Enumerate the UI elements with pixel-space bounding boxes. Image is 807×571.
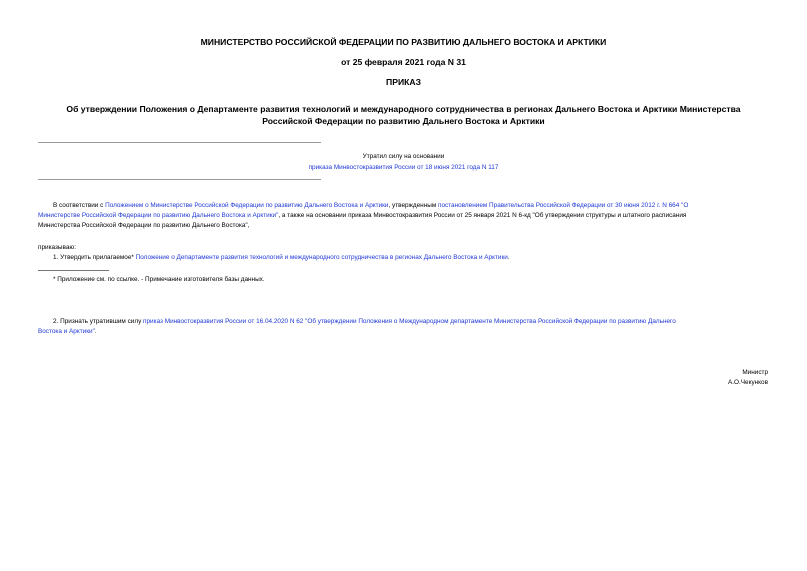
footnote-text: * Приложение см. по ссылке. - Примечание изготовителя базы данных.	[53, 276, 265, 283]
order-date: от 25 февраля 2021 года N 31	[341, 57, 466, 67]
preamble-text: , утвержденным	[388, 202, 438, 209]
item-text: .	[507, 254, 510, 261]
government-decree-link[interactable]: постановлением Правительства Российской Федерации от 30 июня 2012 г. N 664 "О	[437, 202, 689, 209]
preamble-line-1	[53, 201, 769, 211]
order-word: приказываю:	[38, 244, 76, 251]
preamble-line-2	[38, 211, 769, 221]
status-top-rule	[38, 142, 321, 143]
order-item-2-continued	[38, 327, 769, 337]
repeal-order-link[interactable]: приказа Минвостокразвития России от 18 июня 2021 года N 117	[308, 164, 499, 171]
signature-role: Министр	[742, 369, 768, 376]
item-text: 2. Признать утратившим силу	[53, 318, 144, 325]
signature-name: А.О.Чекунков	[727, 379, 768, 386]
status-bottom-rule	[38, 179, 321, 180]
order-item-2	[53, 317, 769, 327]
footnote-rule	[38, 270, 109, 271]
preamble-text: В соответствии с	[53, 202, 106, 209]
document-title-line-2: Российской Федерации по развитию Дальнего Востока и Арктики	[262, 116, 545, 126]
department-regulation-link[interactable]: Положение о Департаменте развития технологий и международного сотрудничества в регионах Дальнего Востока и Арктики	[135, 254, 508, 261]
item-text: 1. Утвердить прилагаемое*	[53, 254, 136, 261]
preamble-line-3: Министерства Российской Федерации по развитию Дальнего Востока",	[38, 222, 250, 229]
status-repealed-text: Утратил силу на основании	[362, 153, 445, 160]
regulation-link[interactable]: Положением о Министерстве Российской Федерации по развитию Дальнего Востока и Арктики	[105, 202, 389, 209]
status-repeal-link-wrap	[0, 163, 807, 173]
repealed-order-link-continued[interactable]: Востока и Арктики"	[38, 328, 95, 335]
preamble-text: , а также на основании приказа Минвостокразвития России от 25 января 2021 N 6-кд "Об утверждении структуры и штатного расписания	[278, 212, 687, 219]
order-item-1	[53, 253, 769, 263]
government-decree-link-continued[interactable]: Министерстве Российской Федерации по развитию Дальнего Востока и Арктики"	[38, 212, 279, 219]
item-text: .	[94, 328, 97, 335]
document-type: ПРИКАЗ	[386, 77, 421, 87]
document-title-line-1: Об утверждении Положения о Департаменте развития технологий и международного сотрудничества в регионах Дальнего Востока и Арктики Министерства	[66, 104, 741, 114]
repealed-order-link[interactable]: приказ Минвостокразвития России от 16.04.2020 N 62 "Об утверждении Положения о Международном департаменте Министерства Российской Федерации по развитию Дальнего	[143, 318, 676, 325]
ministry-name: МИНИСТЕРСТВО РОССИЙСКОЙ ФЕДЕРАЦИИ ПО РАЗВИТИЮ ДАЛЬНЕГО ВОСТОКА И АРКТИКИ	[200, 37, 607, 47]
